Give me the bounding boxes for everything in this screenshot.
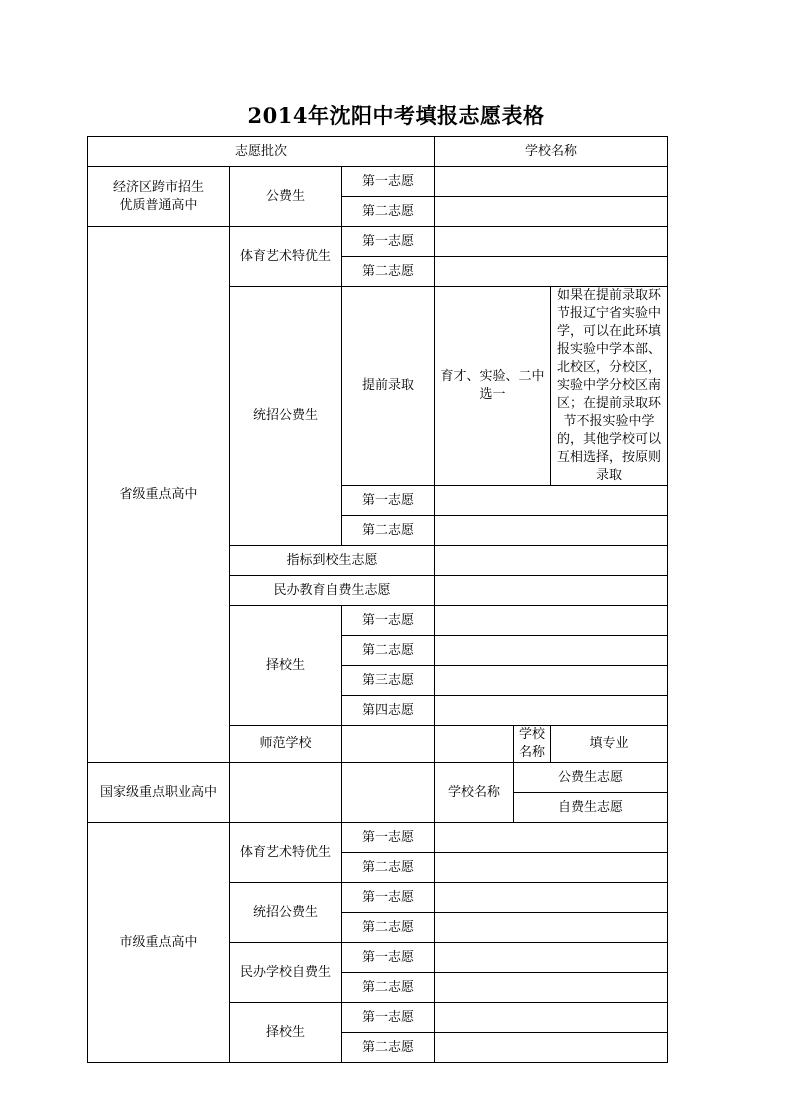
vocational-public: 公费生志愿 (514, 763, 668, 793)
vocational-school-name: 学校名称 (435, 763, 514, 823)
choice-label: 第一志愿 (342, 883, 435, 913)
school-input-cell[interactable] (435, 913, 668, 943)
choice-label: 第一志愿 (342, 823, 435, 853)
choice-label: 第一志愿 (342, 486, 435, 516)
normal-input-cell[interactable] (435, 726, 514, 763)
vocational-self: 自费生志愿 (514, 793, 668, 823)
choice-label: 第一志愿 (342, 227, 435, 257)
header-school-name: 学校名称 (435, 137, 668, 167)
econ-category-line1: 经济区跨市招生 (112, 179, 204, 195)
normal-major: 填专业 (551, 726, 668, 763)
vocational-input-cell[interactable] (342, 763, 435, 823)
application-form-table (87, 136, 668, 1063)
econ-category-line2: 优质普通高中 (119, 197, 198, 213)
school-input-cell[interactable] (435, 576, 668, 606)
table-row (88, 823, 668, 853)
choice-label: 第二志愿 (342, 973, 435, 1003)
school-input-cell[interactable] (435, 696, 668, 726)
normal-input-cell[interactable] (342, 726, 435, 763)
header-batch: 志愿批次 (88, 137, 435, 167)
early-admission-schools: 育才、实验、二中选一 (435, 287, 551, 486)
provincial-school-choice: 择校生 (230, 606, 342, 726)
choice-label: 第一志愿 (342, 167, 435, 197)
table-row (88, 227, 668, 257)
city-sports-art: 体育艺术特优生 (230, 823, 342, 883)
early-admission-note: 如果在提前录取环节报辽宁省实验中学，可以在此环填报实验中学本部、北校区，分校区，实验中学分校区南区；在提前录取环节不报实验中学的，其他学校可以互相选择，按原则录取 (551, 287, 668, 486)
school-input-cell[interactable] (435, 197, 668, 227)
choice-label: 第三志愿 (342, 666, 435, 696)
school-input-cell[interactable] (435, 257, 668, 287)
school-input-cell[interactable] (435, 516, 668, 546)
choice-label: 第二志愿 (342, 516, 435, 546)
school-input-cell[interactable] (435, 167, 668, 197)
vocational-label: 国家级重点职业高中 (88, 763, 230, 823)
choice-label: 第一志愿 (342, 943, 435, 973)
school-input-cell[interactable] (435, 823, 668, 853)
school-input-cell[interactable] (435, 1003, 668, 1033)
provincial-category: 省级重点高中 (88, 227, 230, 763)
school-input-cell[interactable] (435, 606, 668, 636)
provincial-unified: 统招公费生 (230, 287, 342, 546)
school-input-cell[interactable] (435, 636, 668, 666)
school-input-cell[interactable] (435, 853, 668, 883)
school-input-cell[interactable] (435, 666, 668, 696)
econ-category (88, 167, 230, 227)
school-input-cell[interactable] (435, 486, 668, 516)
choice-label: 第一志愿 (342, 1003, 435, 1033)
table-row (88, 763, 668, 793)
vocational-input-cell[interactable] (230, 763, 342, 823)
normal-school-name: 学校名称 (514, 726, 551, 763)
school-input-cell[interactable] (435, 546, 668, 576)
choice-label: 第一志愿 (342, 606, 435, 636)
school-input-cell[interactable] (435, 973, 668, 1003)
page-title: 2014年沈阳中考填报志愿表格 (247, 103, 545, 128)
choice-label: 第二志愿 (342, 1033, 435, 1063)
school-input-cell[interactable] (435, 227, 668, 257)
header-row (88, 137, 668, 167)
choice-label: 第二志愿 (342, 257, 435, 287)
table-row (88, 167, 668, 197)
choice-label: 第二志愿 (342, 913, 435, 943)
choice-label: 第四志愿 (342, 696, 435, 726)
city-unified: 统招公费生 (230, 883, 342, 943)
city-school-choice: 择校生 (230, 1003, 342, 1063)
provincial-sports-art: 体育艺术特优生 (230, 227, 342, 287)
school-input-cell[interactable] (435, 883, 668, 913)
school-input-cell[interactable] (435, 943, 668, 973)
choice-label: 第二志愿 (342, 636, 435, 666)
school-input-cell[interactable] (435, 1033, 668, 1063)
quota-label: 指标到校生志愿 (230, 546, 435, 576)
city-category: 市级重点高中 (88, 823, 230, 1063)
normal-school-label: 师范学校 (230, 726, 342, 763)
private-label: 民办教育自费生志愿 (230, 576, 435, 606)
early-admission-label: 提前录取 (342, 287, 435, 486)
choice-label: 第二志愿 (342, 197, 435, 227)
city-private: 民办学校自费生 (230, 943, 342, 1003)
choice-label: 第二志愿 (342, 853, 435, 883)
econ-type: 公费生 (230, 167, 342, 227)
